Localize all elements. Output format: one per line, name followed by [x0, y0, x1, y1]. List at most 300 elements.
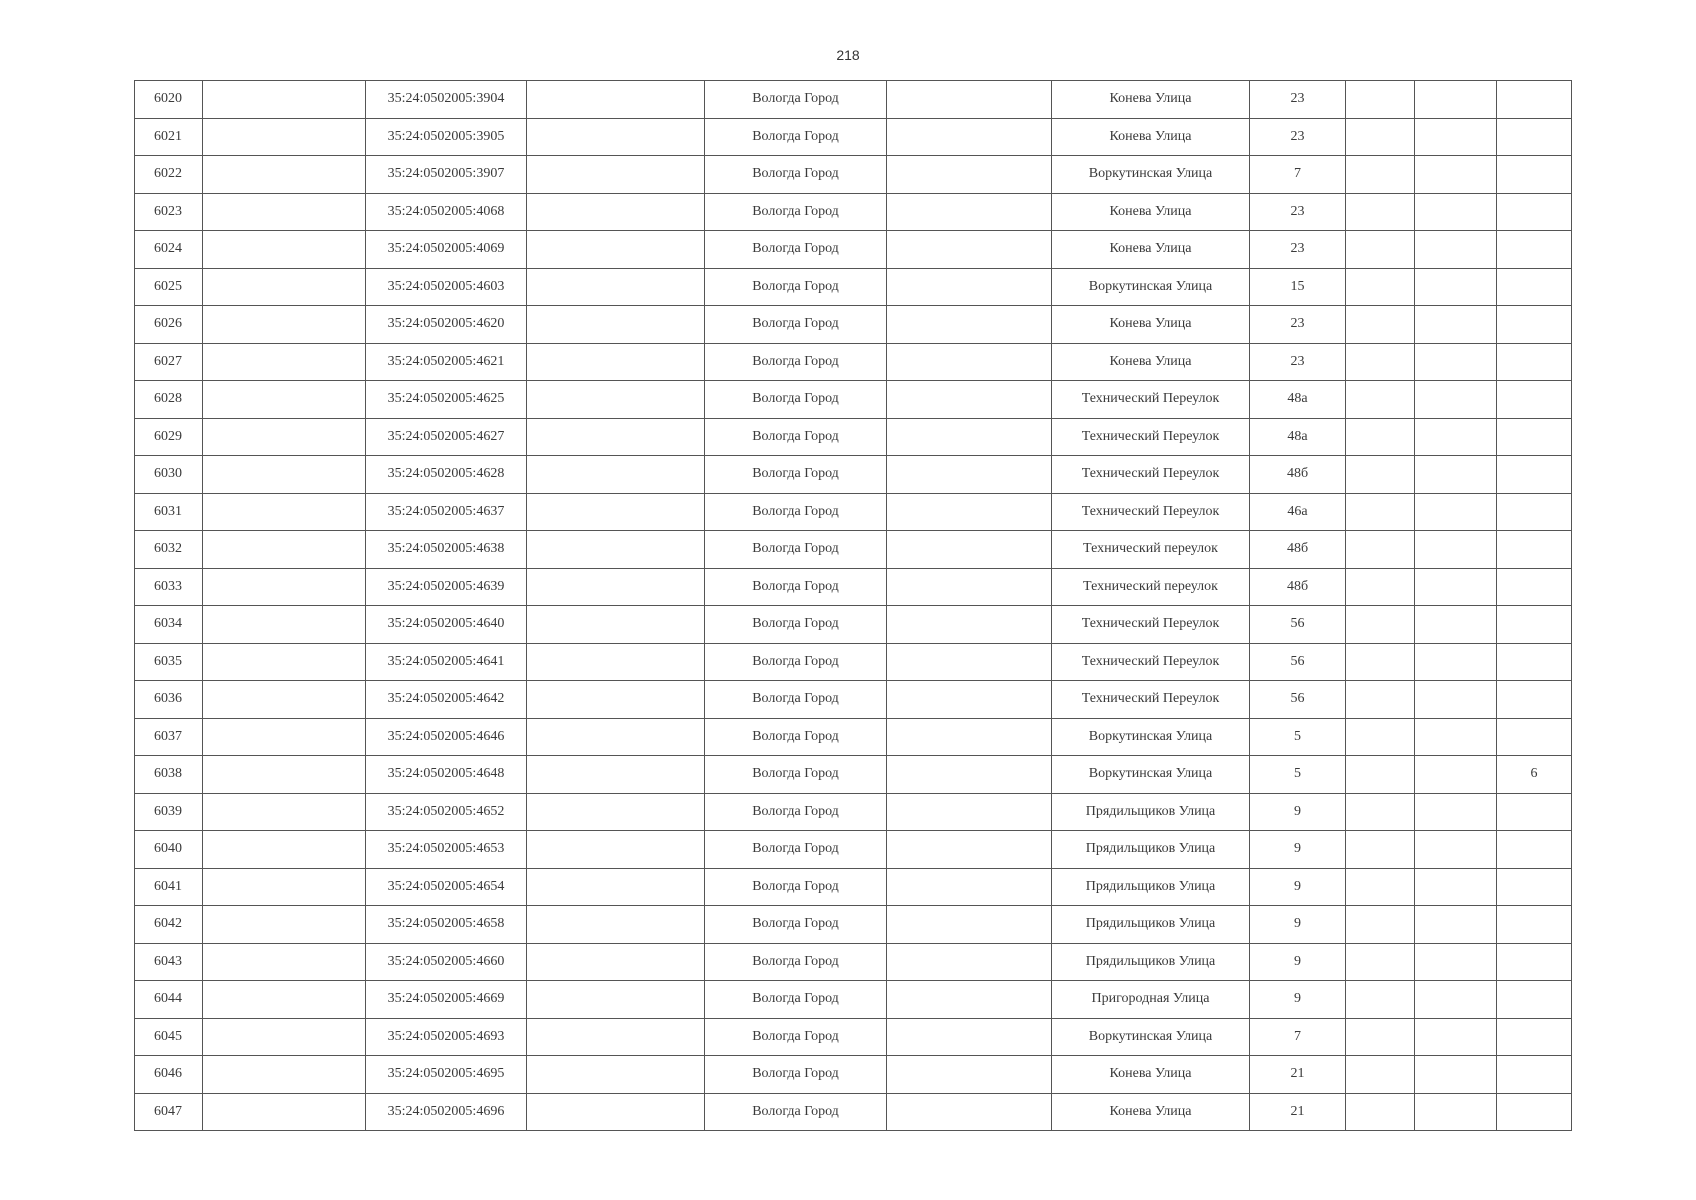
locality-cell: Вологда Город: [705, 418, 887, 456]
cadastral-number-cell: 35:24:0502005:4637: [366, 493, 527, 531]
locality-cell: Вологда Город: [705, 193, 887, 231]
locality-cell: Вологда Город: [705, 606, 887, 644]
table-row: [135, 156, 1572, 194]
row-number-cell: 6028: [135, 381, 203, 419]
empty-cell: [203, 493, 366, 531]
row-number-cell: 6027: [135, 343, 203, 381]
house-number-cell: 9: [1250, 906, 1346, 944]
empty-cell: [203, 381, 366, 419]
empty-cell: [203, 756, 366, 794]
empty-cell: [203, 568, 366, 606]
street-cell: Воркутинская Улица: [1052, 718, 1250, 756]
empty-cell: [887, 231, 1052, 269]
locality-cell: Вологда Город: [705, 793, 887, 831]
house-number-cell: 9: [1250, 868, 1346, 906]
empty-cell: [1346, 943, 1415, 981]
extra-value-cell: [1497, 456, 1572, 494]
empty-cell: [1415, 943, 1497, 981]
extra-value-cell: [1497, 156, 1572, 194]
row-number-cell: 6024: [135, 231, 203, 269]
row-number-cell: 6037: [135, 718, 203, 756]
empty-cell: [1415, 156, 1497, 194]
street-cell: Прядильщиков Улица: [1052, 793, 1250, 831]
house-number-cell: 48б: [1250, 456, 1346, 494]
extra-value-cell: [1497, 531, 1572, 569]
house-number-cell: 7: [1250, 1018, 1346, 1056]
empty-cell: [887, 193, 1052, 231]
empty-cell: [887, 606, 1052, 644]
empty-cell: [887, 718, 1052, 756]
locality-cell: Вологда Город: [705, 681, 887, 719]
empty-cell: [1346, 606, 1415, 644]
locality-cell: Вологда Город: [705, 1056, 887, 1094]
empty-cell: [527, 868, 705, 906]
cadastral-number-cell: 35:24:0502005:4603: [366, 268, 527, 306]
empty-cell: [887, 643, 1052, 681]
cadastral-number-cell: 35:24:0502005:4652: [366, 793, 527, 831]
house-number-cell: 46а: [1250, 493, 1346, 531]
house-number-cell: 23: [1250, 343, 1346, 381]
row-number-cell: 6025: [135, 268, 203, 306]
extra-value-cell: [1497, 1056, 1572, 1094]
empty-cell: [887, 418, 1052, 456]
empty-cell: [1346, 118, 1415, 156]
row-number-cell: 6031: [135, 493, 203, 531]
table-row: [135, 643, 1572, 681]
table-row: [135, 981, 1572, 1019]
row-number-cell: 6030: [135, 456, 203, 494]
empty-cell: [887, 831, 1052, 869]
empty-cell: [887, 81, 1052, 119]
empty-cell: [1415, 681, 1497, 719]
empty-cell: [887, 1056, 1052, 1094]
locality-cell: Вологда Город: [705, 306, 887, 344]
empty-cell: [887, 568, 1052, 606]
empty-cell: [527, 156, 705, 194]
table-row: [135, 793, 1572, 831]
empty-cell: [527, 268, 705, 306]
table-row: [135, 81, 1572, 119]
locality-cell: Вологда Город: [705, 456, 887, 494]
house-number-cell: 48а: [1250, 418, 1346, 456]
empty-cell: [1346, 193, 1415, 231]
street-cell: Пригородная Улица: [1052, 981, 1250, 1019]
extra-value-cell: [1497, 981, 1572, 1019]
extra-value-cell: [1497, 343, 1572, 381]
empty-cell: [527, 493, 705, 531]
row-number-cell: 6035: [135, 643, 203, 681]
cadastral-number-cell: 35:24:0502005:4625: [366, 381, 527, 419]
street-cell: Технический Переулок: [1052, 456, 1250, 494]
locality-cell: Вологда Город: [705, 381, 887, 419]
table-row: [135, 1093, 1572, 1131]
page-number: 218: [836, 47, 860, 63]
locality-cell: Вологда Город: [705, 906, 887, 944]
cadastral-number-cell: 35:24:0502005:3907: [366, 156, 527, 194]
extra-value-cell: [1497, 831, 1572, 869]
empty-cell: [527, 831, 705, 869]
empty-cell: [527, 418, 705, 456]
empty-cell: [1415, 606, 1497, 644]
extra-value-cell: [1497, 868, 1572, 906]
house-number-cell: 9: [1250, 981, 1346, 1019]
street-cell: Технический Переулок: [1052, 381, 1250, 419]
extra-value-cell: [1497, 681, 1572, 719]
cadastral-number-cell: 35:24:0502005:4642: [366, 681, 527, 719]
empty-cell: [203, 456, 366, 494]
street-cell: Прядильщиков Улица: [1052, 868, 1250, 906]
cadastral-number-cell: 35:24:0502005:4638: [366, 531, 527, 569]
cadastral-number-cell: 35:24:0502005:4068: [366, 193, 527, 231]
empty-cell: [1415, 1093, 1497, 1131]
row-number-cell: 6039: [135, 793, 203, 831]
street-cell: Конева Улица: [1052, 231, 1250, 269]
table-row: [135, 943, 1572, 981]
empty-cell: [527, 381, 705, 419]
house-number-cell: 23: [1250, 231, 1346, 269]
cadastral-number-cell: 35:24:0502005:4660: [366, 943, 527, 981]
empty-cell: [1415, 831, 1497, 869]
empty-cell: [887, 943, 1052, 981]
table-row: [135, 118, 1572, 156]
empty-cell: [1415, 381, 1497, 419]
empty-cell: [1346, 568, 1415, 606]
table-row: [135, 531, 1572, 569]
empty-cell: [1415, 981, 1497, 1019]
table-row: [135, 906, 1572, 944]
house-number-cell: 9: [1250, 831, 1346, 869]
empty-cell: [1346, 268, 1415, 306]
empty-cell: [1415, 906, 1497, 944]
empty-cell: [527, 118, 705, 156]
empty-cell: [1346, 531, 1415, 569]
extra-value-cell: [1497, 381, 1572, 419]
house-number-cell: 56: [1250, 681, 1346, 719]
locality-cell: Вологда Город: [705, 493, 887, 531]
table-row: [135, 268, 1572, 306]
locality-cell: Вологда Город: [705, 943, 887, 981]
extra-value-cell: [1497, 1093, 1572, 1131]
empty-cell: [527, 456, 705, 494]
empty-cell: [1346, 793, 1415, 831]
empty-cell: [203, 718, 366, 756]
table-row: [135, 306, 1572, 344]
cadastral-number-cell: 35:24:0502005:4627: [366, 418, 527, 456]
empty-cell: [527, 643, 705, 681]
empty-cell: [527, 756, 705, 794]
empty-cell: [887, 868, 1052, 906]
row-number-cell: 6032: [135, 531, 203, 569]
table-row: [135, 606, 1572, 644]
table-row: [135, 193, 1572, 231]
empty-cell: [527, 981, 705, 1019]
empty-cell: [1346, 868, 1415, 906]
empty-cell: [527, 231, 705, 269]
empty-cell: [203, 268, 366, 306]
empty-cell: [1346, 306, 1415, 344]
empty-cell: [1346, 418, 1415, 456]
street-cell: Воркутинская Улица: [1052, 268, 1250, 306]
row-number-cell: 6026: [135, 306, 203, 344]
empty-cell: [203, 906, 366, 944]
locality-cell: Вологда Город: [705, 718, 887, 756]
street-cell: Конева Улица: [1052, 193, 1250, 231]
street-cell: Конева Улица: [1052, 306, 1250, 344]
empty-cell: [527, 793, 705, 831]
house-number-cell: 23: [1250, 118, 1346, 156]
locality-cell: Вологда Город: [705, 531, 887, 569]
street-cell: Воркутинская Улица: [1052, 756, 1250, 794]
extra-value-cell: [1497, 643, 1572, 681]
street-cell: Технический Переулок: [1052, 606, 1250, 644]
empty-cell: [527, 681, 705, 719]
table-row: [135, 493, 1572, 531]
empty-cell: [203, 681, 366, 719]
extra-value-cell: [1497, 268, 1572, 306]
empty-cell: [887, 306, 1052, 344]
empty-cell: [203, 793, 366, 831]
table-row: [135, 756, 1572, 794]
row-number-cell: 6036: [135, 681, 203, 719]
cadastral-number-cell: 35:24:0502005:4628: [366, 456, 527, 494]
empty-cell: [203, 418, 366, 456]
house-number-cell: 23: [1250, 81, 1346, 119]
locality-cell: Вологда Город: [705, 643, 887, 681]
extra-value-cell: [1497, 493, 1572, 531]
street-cell: Конева Улица: [1052, 343, 1250, 381]
empty-cell: [1415, 756, 1497, 794]
empty-cell: [887, 1018, 1052, 1056]
table-row: [135, 231, 1572, 269]
locality-cell: Вологда Город: [705, 1093, 887, 1131]
empty-cell: [1346, 718, 1415, 756]
street-cell: Конева Улица: [1052, 1093, 1250, 1131]
extra-value-cell: [1497, 718, 1572, 756]
cadastral-number-cell: 35:24:0502005:3905: [366, 118, 527, 156]
empty-cell: [527, 1018, 705, 1056]
empty-cell: [1415, 568, 1497, 606]
locality-cell: Вологда Город: [705, 981, 887, 1019]
table-row: [135, 831, 1572, 869]
empty-cell: [1415, 531, 1497, 569]
empty-cell: [203, 831, 366, 869]
extra-value-cell: [1497, 568, 1572, 606]
extra-value-cell: [1497, 118, 1572, 156]
empty-cell: [203, 156, 366, 194]
empty-cell: [1415, 493, 1497, 531]
empty-cell: [887, 381, 1052, 419]
empty-cell: [203, 606, 366, 644]
street-cell: Воркутинская Улица: [1052, 1018, 1250, 1056]
house-number-cell: 21: [1250, 1093, 1346, 1131]
empty-cell: [1346, 493, 1415, 531]
empty-cell: [1346, 1093, 1415, 1131]
cadastral-number-cell: 35:24:0502005:4695: [366, 1056, 527, 1094]
row-number-cell: 6046: [135, 1056, 203, 1094]
empty-cell: [203, 643, 366, 681]
empty-cell: [1346, 831, 1415, 869]
empty-cell: [527, 1093, 705, 1131]
street-cell: Воркутинская Улица: [1052, 156, 1250, 194]
empty-cell: [527, 343, 705, 381]
row-number-cell: 6021: [135, 118, 203, 156]
empty-cell: [527, 943, 705, 981]
locality-cell: Вологда Город: [705, 156, 887, 194]
empty-cell: [1415, 268, 1497, 306]
empty-cell: [887, 156, 1052, 194]
house-number-cell: 7: [1250, 156, 1346, 194]
row-number-cell: 6047: [135, 1093, 203, 1131]
table-row: [135, 456, 1572, 494]
empty-cell: [203, 1093, 366, 1131]
table-row: [135, 681, 1572, 719]
locality-cell: Вологда Город: [705, 868, 887, 906]
empty-cell: [1346, 981, 1415, 1019]
empty-cell: [887, 793, 1052, 831]
street-cell: Технический переулок: [1052, 531, 1250, 569]
street-cell: Технический Переулок: [1052, 418, 1250, 456]
extra-value-cell: [1497, 606, 1572, 644]
empty-cell: [1415, 418, 1497, 456]
extra-value-cell: [1497, 943, 1572, 981]
empty-cell: [1346, 343, 1415, 381]
street-cell: Технический переулок: [1052, 568, 1250, 606]
empty-cell: [887, 756, 1052, 794]
extra-value-cell: [1497, 193, 1572, 231]
empty-cell: [1346, 231, 1415, 269]
row-number-cell: 6045: [135, 1018, 203, 1056]
house-number-cell: 21: [1250, 1056, 1346, 1094]
table-row: [135, 568, 1572, 606]
cadastral-number-cell: 35:24:0502005:4648: [366, 756, 527, 794]
locality-cell: Вологда Город: [705, 756, 887, 794]
cadastral-number-cell: 35:24:0502005:4639: [366, 568, 527, 606]
empty-cell: [527, 531, 705, 569]
empty-cell: [1415, 793, 1497, 831]
table-row: [135, 418, 1572, 456]
house-number-cell: 23: [1250, 306, 1346, 344]
table-row: [135, 1018, 1572, 1056]
empty-cell: [203, 231, 366, 269]
empty-cell: [887, 1093, 1052, 1131]
row-number-cell: 6023: [135, 193, 203, 231]
extra-value-cell: [1497, 231, 1572, 269]
row-number-cell: 6041: [135, 868, 203, 906]
row-number-cell: 6020: [135, 81, 203, 119]
registry-body: [135, 81, 1572, 1131]
empty-cell: [203, 343, 366, 381]
house-number-cell: 48а: [1250, 381, 1346, 419]
cadastral-number-cell: 35:24:0502005:4069: [366, 231, 527, 269]
empty-cell: [1346, 156, 1415, 194]
row-number-cell: 6043: [135, 943, 203, 981]
extra-value-cell: [1497, 1018, 1572, 1056]
table-row: [135, 343, 1572, 381]
empty-cell: [203, 306, 366, 344]
house-number-cell: 56: [1250, 643, 1346, 681]
empty-cell: [1346, 456, 1415, 494]
empty-cell: [203, 193, 366, 231]
cadastral-number-cell: 35:24:0502005:4654: [366, 868, 527, 906]
cadastral-number-cell: 35:24:0502005:4641: [366, 643, 527, 681]
cadastral-number-cell: 35:24:0502005:4621: [366, 343, 527, 381]
cadastral-number-cell: 35:24:0502005:4620: [366, 306, 527, 344]
house-number-cell: 48б: [1250, 531, 1346, 569]
empty-cell: [527, 1056, 705, 1094]
cadastral-number-cell: 35:24:0502005:4696: [366, 1093, 527, 1131]
locality-cell: Вологда Город: [705, 1018, 887, 1056]
empty-cell: [203, 531, 366, 569]
empty-cell: [887, 343, 1052, 381]
cadastral-number-cell: 35:24:0502005:4658: [366, 906, 527, 944]
street-cell: Технический Переулок: [1052, 643, 1250, 681]
locality-cell: Вологда Город: [705, 568, 887, 606]
empty-cell: [1415, 868, 1497, 906]
empty-cell: [887, 456, 1052, 494]
empty-cell: [1415, 1018, 1497, 1056]
table-row: [135, 718, 1572, 756]
empty-cell: [527, 718, 705, 756]
empty-cell: [203, 1018, 366, 1056]
locality-cell: Вологда Город: [705, 343, 887, 381]
cadastral-number-cell: 35:24:0502005:4669: [366, 981, 527, 1019]
empty-cell: [1346, 906, 1415, 944]
table-row: [135, 381, 1572, 419]
row-number-cell: 6040: [135, 831, 203, 869]
row-number-cell: 6034: [135, 606, 203, 644]
empty-cell: [1346, 1056, 1415, 1094]
registry-table: [134, 80, 1572, 1131]
house-number-cell: 56: [1250, 606, 1346, 644]
empty-cell: [1415, 193, 1497, 231]
empty-cell: [1346, 81, 1415, 119]
locality-cell: Вологда Город: [705, 81, 887, 119]
empty-cell: [1415, 343, 1497, 381]
locality-cell: Вологда Город: [705, 831, 887, 869]
empty-cell: [203, 1056, 366, 1094]
empty-cell: [1346, 681, 1415, 719]
cadastral-number-cell: 35:24:0502005:4646: [366, 718, 527, 756]
empty-cell: [1346, 381, 1415, 419]
empty-cell: [887, 981, 1052, 1019]
empty-cell: [1415, 118, 1497, 156]
empty-cell: [527, 906, 705, 944]
cadastral-number-cell: 35:24:0502005:4693: [366, 1018, 527, 1056]
extra-value-cell: [1497, 418, 1572, 456]
house-number-cell: 5: [1250, 756, 1346, 794]
cadastral-number-cell: 35:24:0502005:4640: [366, 606, 527, 644]
empty-cell: [1415, 1056, 1497, 1094]
extra-value-cell: [1497, 306, 1572, 344]
empty-cell: [1415, 456, 1497, 494]
empty-cell: [203, 118, 366, 156]
row-number-cell: 6038: [135, 756, 203, 794]
empty-cell: [527, 306, 705, 344]
empty-cell: [1346, 643, 1415, 681]
empty-cell: [1415, 81, 1497, 119]
street-cell: Прядильщиков Улица: [1052, 831, 1250, 869]
extra-value-cell: [1497, 81, 1572, 119]
empty-cell: [887, 118, 1052, 156]
empty-cell: [1415, 306, 1497, 344]
extra-value-cell: [1497, 793, 1572, 831]
house-number-cell: 9: [1250, 943, 1346, 981]
street-cell: Технический Переулок: [1052, 681, 1250, 719]
empty-cell: [203, 943, 366, 981]
street-cell: Прядильщиков Улица: [1052, 943, 1250, 981]
empty-cell: [1346, 1018, 1415, 1056]
empty-cell: [527, 81, 705, 119]
